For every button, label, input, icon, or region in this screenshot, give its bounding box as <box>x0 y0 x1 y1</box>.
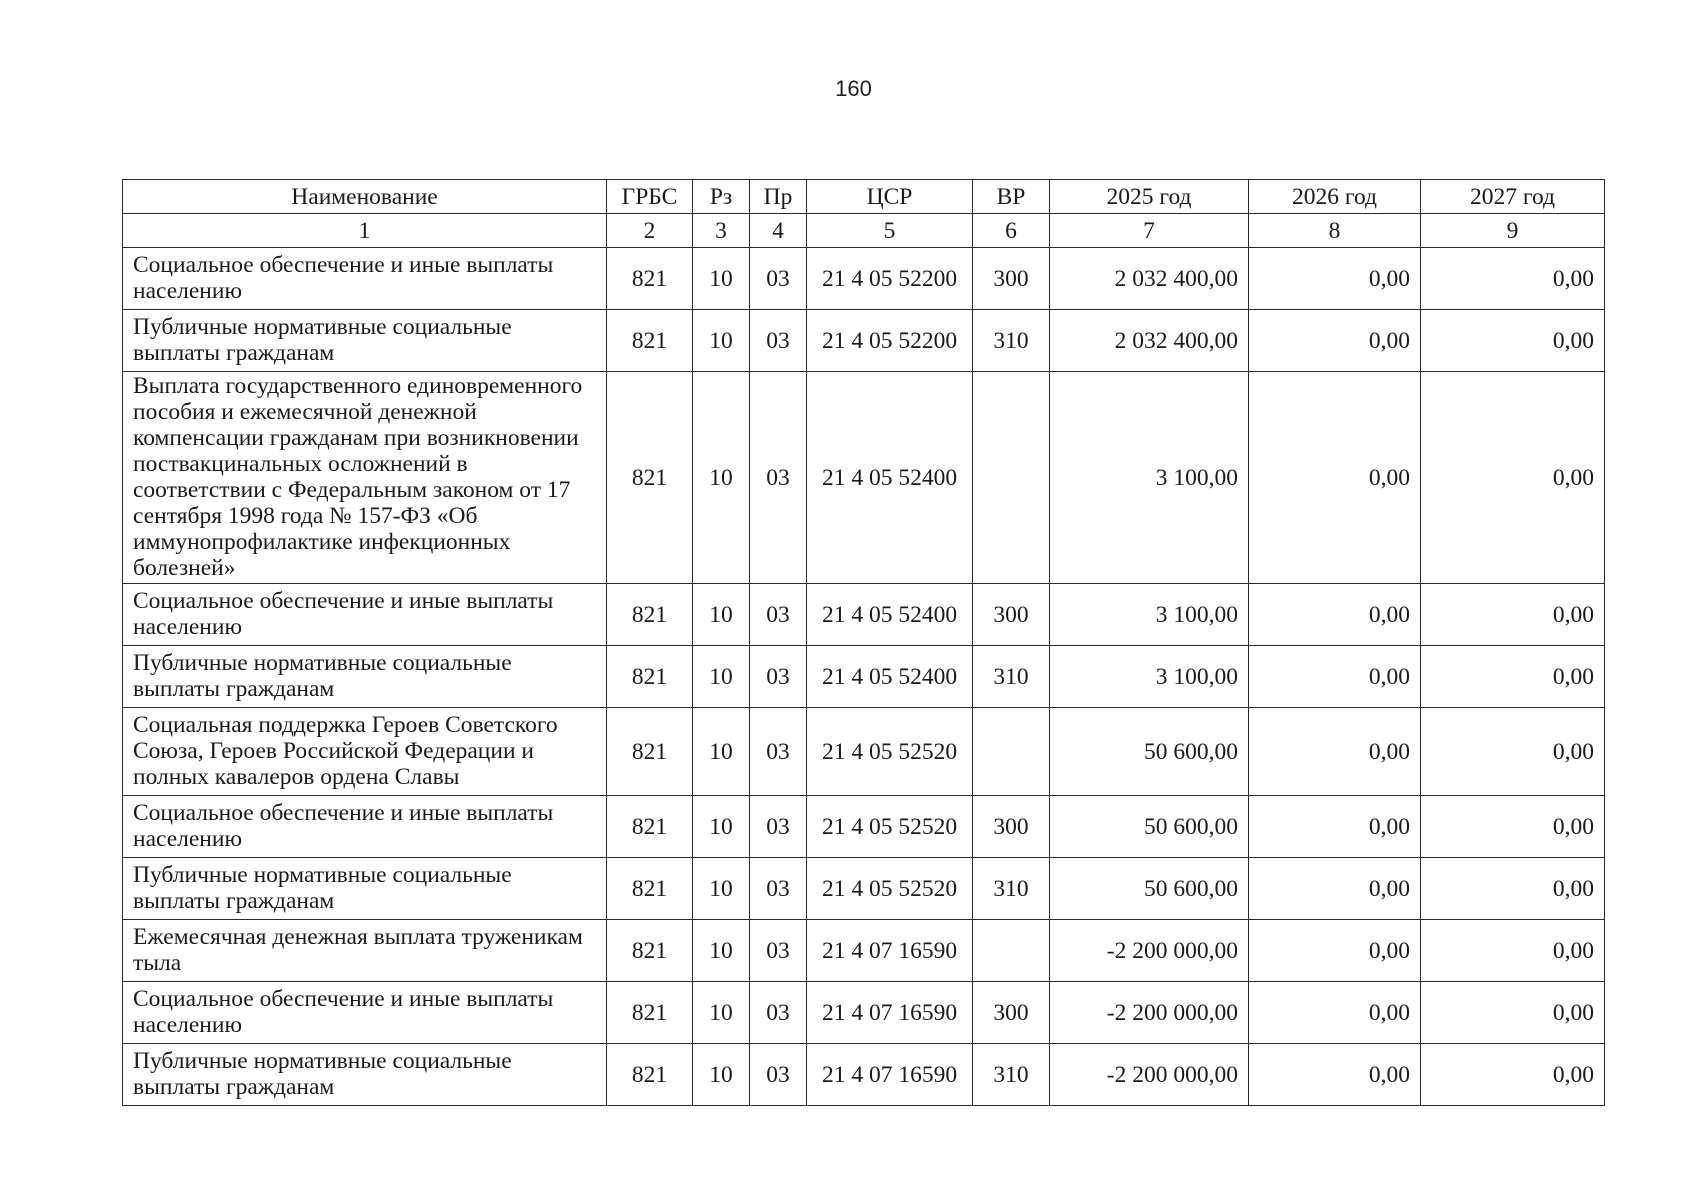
row-pr: 03 <box>750 1044 807 1106</box>
col-header-2027: 2027 год <box>1421 180 1605 214</box>
row-pr: 03 <box>750 372 807 584</box>
row-csr: 21 4 05 52520 <box>807 708 973 796</box>
row-rz: 10 <box>693 1044 750 1106</box>
row-name: Выплата государственного единовременного пособия и ежемесячной денежной компенсации гражданам при возникновении поствакцинальных осложнений в соответствии с Федеральным законом от 17 сентября 1998 года № 157-ФЗ «Об иммунопрофилактике инфекционных болезней» <box>123 372 607 584</box>
row-2025: 50 600,00 <box>1050 708 1249 796</box>
col-header-vr: ВР <box>973 180 1050 214</box>
row-grbs: 821 <box>607 920 693 982</box>
col-number: 7 <box>1050 214 1249 248</box>
row-vr: 310 <box>973 310 1050 372</box>
row-2025: -2 200 000,00 <box>1050 982 1249 1044</box>
page-number: 160 <box>835 76 872 101</box>
row-2025: 3 100,00 <box>1050 584 1249 646</box>
row-2026: 0,00 <box>1249 708 1421 796</box>
row-2025: 2 032 400,00 <box>1050 248 1249 310</box>
row-grbs: 821 <box>607 248 693 310</box>
row-vr: 300 <box>973 796 1050 858</box>
col-header-pr: Пр <box>750 180 807 214</box>
row-name: Публичные нормативные социальные выплаты гражданам <box>123 1044 607 1106</box>
row-grbs: 821 <box>607 372 693 584</box>
col-number: 3 <box>693 214 750 248</box>
row-csr: 21 4 05 52400 <box>807 584 973 646</box>
row-name: Ежемесячная денежная выплата труженикам тыла <box>123 920 607 982</box>
col-number: 2 <box>607 214 693 248</box>
row-2027: 0,00 <box>1421 1044 1605 1106</box>
row-name: Социальное обеспечение и иные выплаты населению <box>123 248 607 310</box>
row-name: Социальная поддержка Героев Советского Союза, Героев Российской Федерации и полных кавалеров ордена Славы <box>123 708 607 796</box>
row-2027: 0,00 <box>1421 920 1605 982</box>
row-name: Публичные нормативные социальные выплаты гражданам <box>123 310 607 372</box>
row-csr: 21 4 05 52400 <box>807 372 973 584</box>
row-2026: 0,00 <box>1249 920 1421 982</box>
row-pr: 03 <box>750 920 807 982</box>
col-header-rz: Рз <box>693 180 750 214</box>
col-header-csr: ЦСР <box>807 180 973 214</box>
row-grbs: 821 <box>607 1044 693 1106</box>
row-2025: 50 600,00 <box>1050 858 1249 920</box>
row-2025: -2 200 000,00 <box>1050 920 1249 982</box>
column-number-row <box>123 214 1605 248</box>
table-row <box>123 584 1605 646</box>
row-vr <box>973 372 1050 584</box>
row-grbs: 821 <box>607 584 693 646</box>
row-grbs: 821 <box>607 796 693 858</box>
row-2026: 0,00 <box>1249 372 1421 584</box>
row-2027: 0,00 <box>1421 796 1605 858</box>
budget-table <box>122 179 1605 1106</box>
row-2027: 0,00 <box>1421 858 1605 920</box>
row-vr: 310 <box>973 646 1050 708</box>
col-header-2025: 2025 год <box>1050 180 1249 214</box>
row-2026: 0,00 <box>1249 796 1421 858</box>
row-grbs: 821 <box>607 708 693 796</box>
table-row <box>123 708 1605 796</box>
row-2025: -2 200 000,00 <box>1050 1044 1249 1106</box>
row-2026: 0,00 <box>1249 982 1421 1044</box>
row-pr: 03 <box>750 646 807 708</box>
row-vr: 300 <box>973 982 1050 1044</box>
row-csr: 21 4 07 16590 <box>807 1044 973 1106</box>
table-row <box>123 920 1605 982</box>
row-rz: 10 <box>693 982 750 1044</box>
row-grbs: 821 <box>607 858 693 920</box>
row-vr: 300 <box>973 584 1050 646</box>
row-csr: 21 4 07 16590 <box>807 982 973 1044</box>
row-2026: 0,00 <box>1249 1044 1421 1106</box>
table-row <box>123 372 1605 584</box>
table-row <box>123 646 1605 708</box>
row-2027: 0,00 <box>1421 248 1605 310</box>
row-vr: 310 <box>973 1044 1050 1106</box>
row-csr: 21 4 07 16590 <box>807 920 973 982</box>
row-2025: 3 100,00 <box>1050 372 1249 584</box>
row-2027: 0,00 <box>1421 310 1605 372</box>
row-rz: 10 <box>693 584 750 646</box>
row-csr: 21 4 05 52520 <box>807 796 973 858</box>
row-rz: 10 <box>693 920 750 982</box>
row-name: Социальное обеспечение и иные выплаты населению <box>123 982 607 1044</box>
row-rz: 10 <box>693 372 750 584</box>
row-name: Социальное обеспечение и иные выплаты населению <box>123 796 607 858</box>
row-pr: 03 <box>750 982 807 1044</box>
row-csr: 21 4 05 52200 <box>807 310 973 372</box>
row-vr: 310 <box>973 858 1050 920</box>
row-2027: 0,00 <box>1421 708 1605 796</box>
row-2026: 0,00 <box>1249 858 1421 920</box>
row-2027: 0,00 <box>1421 646 1605 708</box>
row-rz: 10 <box>693 310 750 372</box>
row-csr: 21 4 05 52400 <box>807 646 973 708</box>
row-vr <box>973 920 1050 982</box>
row-pr: 03 <box>750 796 807 858</box>
header-row <box>123 180 1605 214</box>
col-number: 1 <box>123 214 607 248</box>
row-rz: 10 <box>693 248 750 310</box>
row-vr <box>973 708 1050 796</box>
row-2027: 0,00 <box>1421 372 1605 584</box>
col-number: 5 <box>807 214 973 248</box>
col-number: 4 <box>750 214 807 248</box>
row-grbs: 821 <box>607 982 693 1044</box>
row-rz: 10 <box>693 646 750 708</box>
row-2026: 0,00 <box>1249 248 1421 310</box>
col-number: 8 <box>1249 214 1421 248</box>
row-2027: 0,00 <box>1421 584 1605 646</box>
row-name: Публичные нормативные социальные выплаты гражданам <box>123 646 607 708</box>
row-2025: 3 100,00 <box>1050 646 1249 708</box>
col-header-name: Наименование <box>123 180 607 214</box>
col-number: 6 <box>973 214 1050 248</box>
col-header-2026: 2026 год <box>1249 180 1421 214</box>
col-number: 9 <box>1421 214 1605 248</box>
row-grbs: 821 <box>607 310 693 372</box>
table-row <box>123 858 1605 920</box>
row-grbs: 821 <box>607 646 693 708</box>
col-header-grbs: ГРБС <box>607 180 693 214</box>
row-name: Публичные нормативные социальные выплаты гражданам <box>123 858 607 920</box>
row-2027: 0,00 <box>1421 982 1605 1044</box>
row-rz: 10 <box>693 708 750 796</box>
row-2026: 0,00 <box>1249 646 1421 708</box>
row-name: Социальное обеспечение и иные выплаты населению <box>123 584 607 646</box>
row-vr: 300 <box>973 248 1050 310</box>
row-2025: 50 600,00 <box>1050 796 1249 858</box>
row-pr: 03 <box>750 584 807 646</box>
table-row <box>123 796 1605 858</box>
row-2026: 0,00 <box>1249 310 1421 372</box>
row-pr: 03 <box>750 248 807 310</box>
row-pr: 03 <box>750 310 807 372</box>
row-rz: 10 <box>693 858 750 920</box>
row-pr: 03 <box>750 858 807 920</box>
table-row <box>123 982 1605 1044</box>
row-2025: 2 032 400,00 <box>1050 310 1249 372</box>
row-2026: 0,00 <box>1249 584 1421 646</box>
row-csr: 21 4 05 52520 <box>807 858 973 920</box>
row-csr: 21 4 05 52200 <box>807 248 973 310</box>
table-row <box>123 310 1605 372</box>
table-row <box>123 1044 1605 1106</box>
row-rz: 10 <box>693 796 750 858</box>
row-pr: 03 <box>750 708 807 796</box>
table-row <box>123 248 1605 310</box>
